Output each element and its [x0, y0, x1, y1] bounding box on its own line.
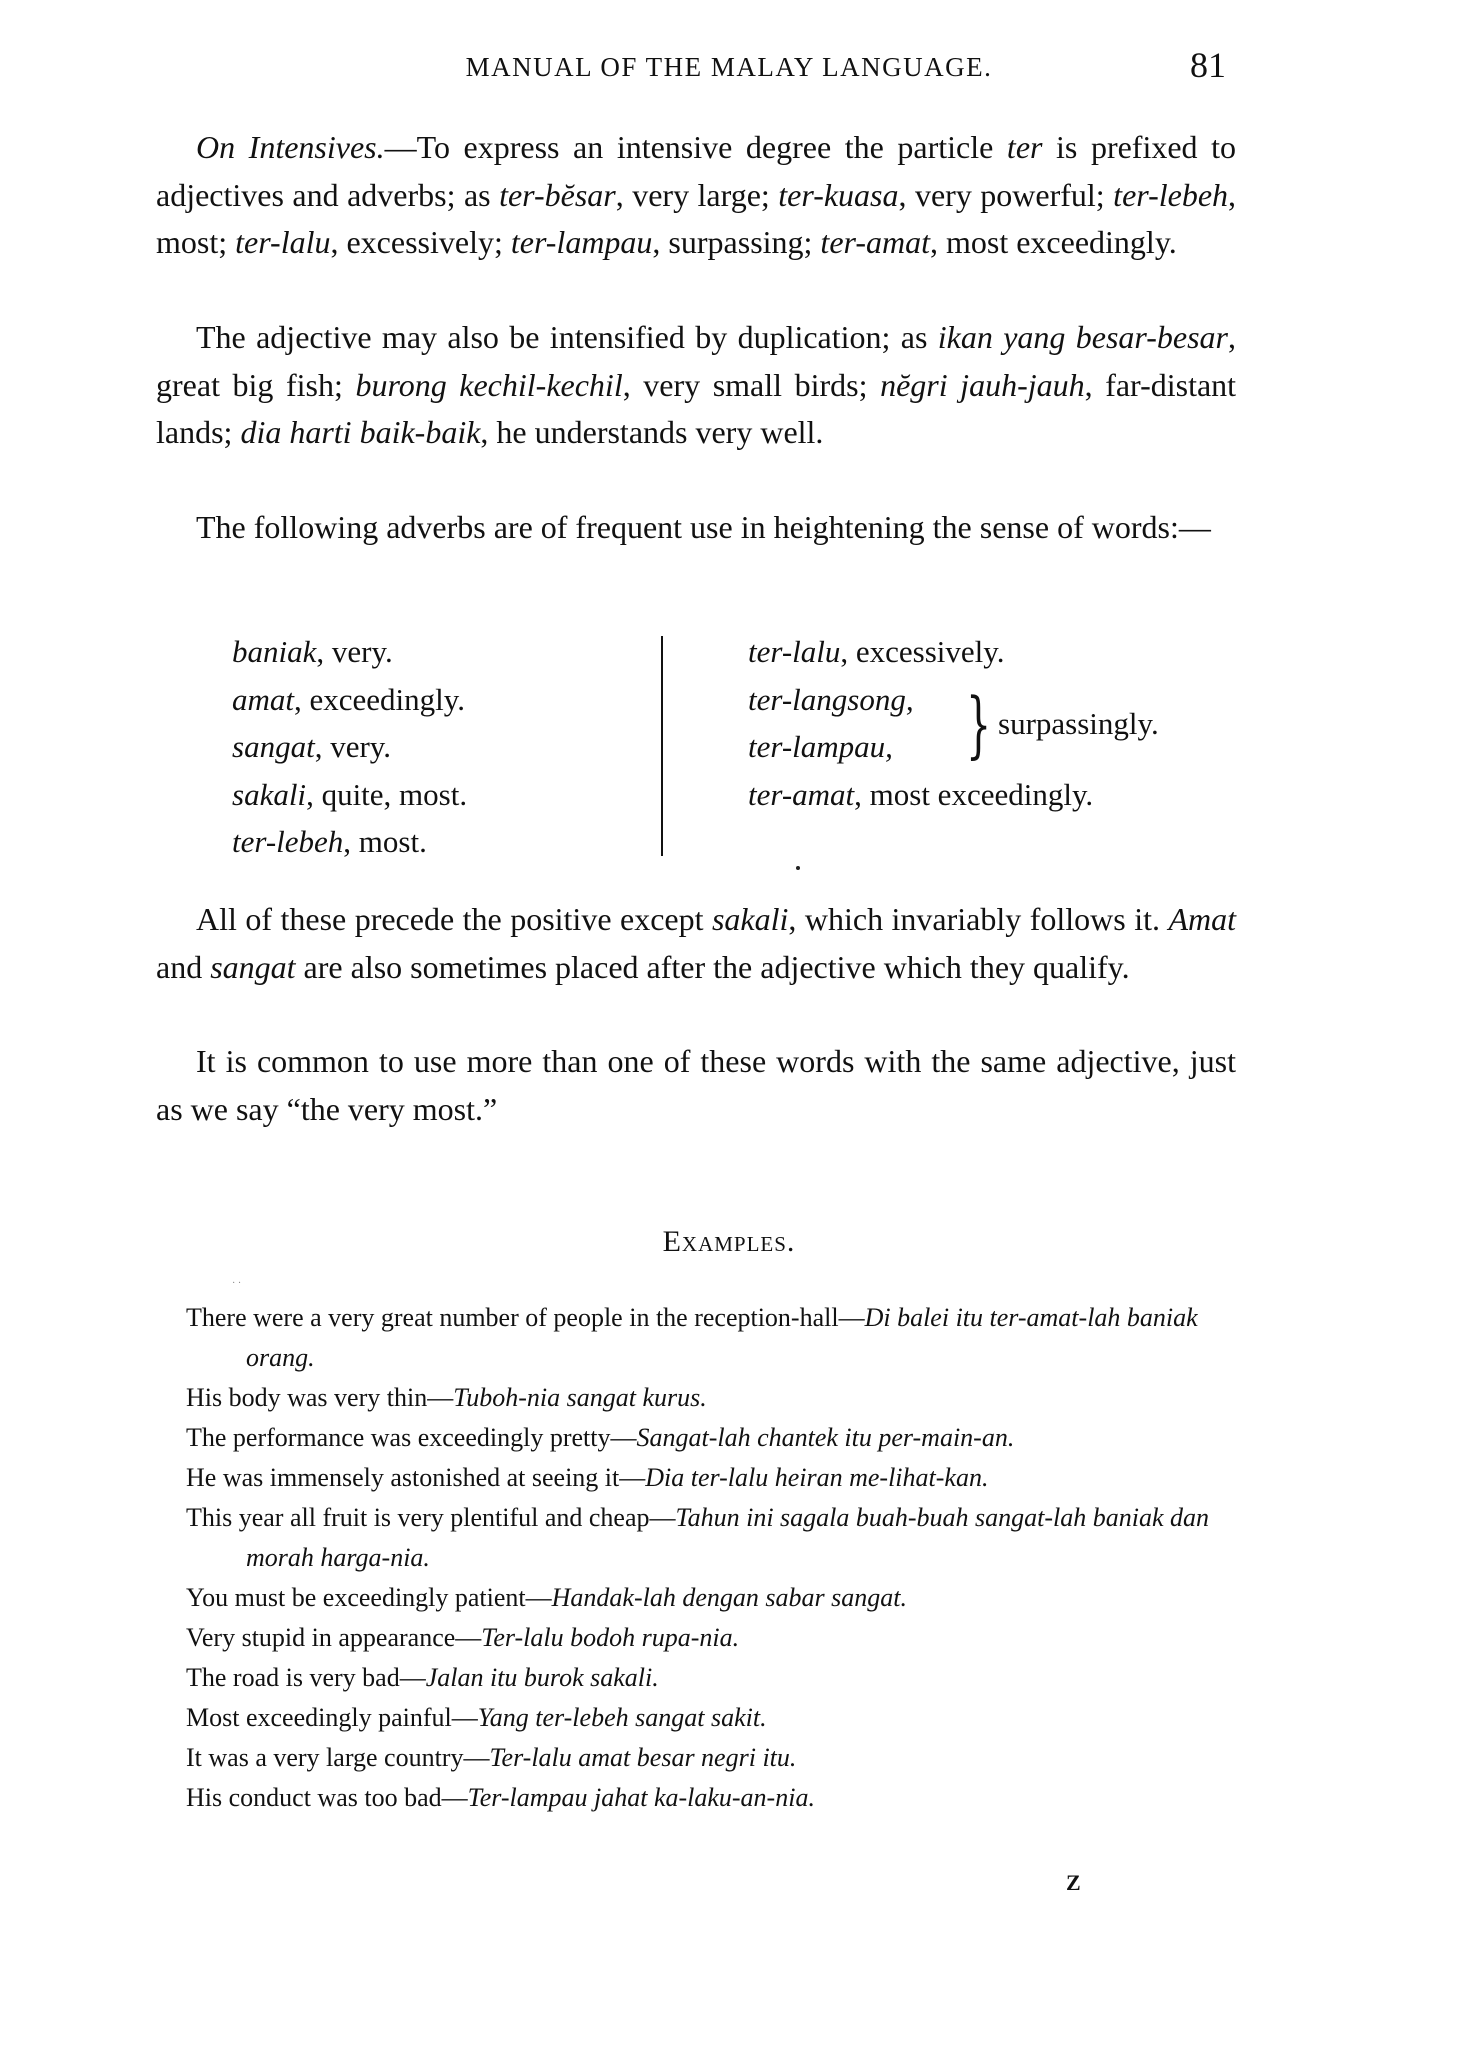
text-run: , most;: [156, 176, 1237, 260]
text-run: , he understands very well.: [480, 414, 824, 450]
adverb-entry: sakali, quite, most.: [232, 776, 468, 812]
adverb-entry: ter-lalu, excessively.: [748, 634, 1005, 669]
page-number: 81: [1190, 45, 1226, 85]
example-item: [186, 1738, 1246, 1778]
example-english: There were a very great number of people in the reception-hall—: [186, 1303, 865, 1332]
running-header-title: MANUAL OF THE MALAY LANGUAGE.: [465, 52, 993, 82]
example-english: He was immensely astonished at seeing it—: [186, 1463, 646, 1492]
example-item: [186, 1618, 1246, 1658]
example-english: It was a very large country—: [186, 1743, 490, 1772]
adverb-entry: sangat, very.: [232, 729, 392, 764]
text-run: are also sometimes placed after the adjective which they qualify.: [295, 948, 1130, 985]
text-run: , most exceedingly.: [929, 224, 1177, 260]
italic-term: ter: [1006, 129, 1043, 165]
italic-term: ter-kuasa: [778, 176, 899, 213]
text-run: , very large;: [615, 176, 779, 213]
paragraph-duplication: [156, 314, 1236, 457]
example-english: This year all fruit is very plentiful and cheap—: [186, 1503, 676, 1532]
text-run: , surpassing;: [652, 224, 821, 260]
text-run: and: [156, 948, 211, 985]
example-item: [186, 1658, 1246, 1698]
italic-term: sakali: [711, 901, 789, 937]
adverb-gloss: surpassingly.: [998, 705, 1159, 741]
example-malay: Yang ter-lebeh sangat sakit.: [477, 1703, 767, 1732]
example-malay: Handak-lah dengan sabar sangat.: [551, 1583, 907, 1612]
adverb-list-right: [748, 628, 1268, 818]
italic-term: ter-bĕsar: [499, 176, 616, 213]
text-run: , very small birds;: [622, 366, 881, 403]
paragraph-common-use: [156, 1038, 1236, 1133]
section-title-examples: Examples.: [662, 1225, 796, 1258]
paragraph-intensives: [156, 124, 1236, 267]
paragraph-placement: [156, 896, 1236, 991]
example-item: [186, 1498, 1246, 1578]
text-run: , far-distant lands;: [156, 366, 1237, 450]
example-english: Very stupid in appearance—: [186, 1623, 482, 1652]
example-item: [186, 1418, 1246, 1458]
italic-term: burong kechil-kechil: [355, 366, 623, 403]
example-english: The road is very bad—: [186, 1663, 426, 1692]
example-malay: Sangat-lah chantek itu per-main-an.: [636, 1423, 1015, 1452]
adverb-entry: amat, exceedingly.: [232, 681, 465, 717]
example-malay: Jalan itu burok sakali.: [425, 1663, 659, 1692]
text-run: It is common to use more than one of these words with the same adjective, just as we say “the very most.”: [156, 1043, 1236, 1127]
example-item: [186, 1298, 1246, 1378]
example-english: His body was very thin—: [186, 1383, 454, 1412]
adverb-entry: ter-lebeh, most.: [232, 824, 427, 859]
italic-term: ter-lebeh: [1113, 176, 1229, 213]
example-item: [186, 1458, 1246, 1498]
example-english: You must be exceedingly patient—: [186, 1583, 552, 1612]
italic-term: Amat: [1168, 901, 1237, 937]
adverb-term: ter-lampau,: [748, 729, 893, 764]
paragraph-following-adverbs: [156, 504, 1236, 552]
text-run: , excessively;: [330, 224, 511, 260]
italic-term: sangat: [210, 948, 296, 985]
example-malay: Tahun ini sagala buah-buah sangat-lah baniak dan morah harga-nia.: [246, 1503, 1210, 1572]
example-item: [186, 1698, 1246, 1738]
italic-term: dia harti baik-baik: [240, 414, 481, 450]
adverb-term: ter-langsong,: [748, 681, 914, 717]
text-run: , great big fish;: [156, 319, 1237, 403]
signature-mark: Z: [1066, 1870, 1081, 1895]
text-run: is prefixed to adjectives and adverbs; as: [156, 129, 1237, 213]
rich-text: [156, 1043, 1236, 1127]
examples-list: [186, 1298, 1246, 1818]
italic-term: nĕgri jauh-jauh: [880, 366, 1085, 403]
print-speck: · ·: [232, 1278, 242, 1289]
example-english: Most exceedingly painful—: [186, 1703, 478, 1732]
example-malay: Ter-lalu bodoh rupa-nia.: [481, 1623, 740, 1652]
paragraph-heading: On Intensives.: [196, 129, 385, 165]
text-run: The following adverbs are of frequent use in heightening the sense of words:—: [196, 509, 1211, 545]
example-malay: Ter-lampau jahat ka-laku-an-nia.: [467, 1783, 815, 1812]
example-item: [186, 1778, 1246, 1818]
text-run: , very powerful;: [898, 176, 1114, 213]
italic-term: ter-lalu: [235, 224, 331, 260]
adverb-entry: ter-amat, most exceedingly.: [748, 776, 1094, 812]
example-malay: Di balei itu ter-amat-lah baniak orang.: [246, 1303, 1198, 1372]
rich-text: [156, 901, 1236, 985]
print-speck: [796, 866, 800, 870]
example-malay: Dia ter-lalu heiran me-lihat-kan.: [645, 1463, 989, 1492]
italic-term: ter-amat: [820, 224, 930, 260]
adverb-entry: baniak, very.: [232, 634, 393, 669]
example-english: The performance was exceedingly pretty—: [186, 1423, 637, 1452]
italic-term: ter-lampau: [510, 224, 653, 260]
text-run: —To express an intensive degree the particle: [384, 129, 1007, 165]
text-run: , which invariably follows it.: [788, 901, 1169, 937]
text-run: The adjective may also be intensified by duplication; as: [196, 319, 938, 355]
text-run: All of these precede the positive except: [196, 901, 712, 937]
example-item: [186, 1578, 1246, 1618]
example-english: His conduct was too bad—: [186, 1783, 468, 1812]
example-malay: Ter-lalu amat besar negri itu.: [489, 1743, 797, 1772]
italic-term: ikan yang besar-besar: [937, 319, 1229, 355]
adverb-list-left: [232, 628, 652, 866]
example-malay: Tuboh-nia sangat kurus.: [453, 1383, 707, 1412]
rich-text: [196, 509, 1211, 545]
right-brace-icon: }: [966, 681, 992, 766]
column-divider: [661, 636, 663, 856]
example-item: [186, 1378, 1246, 1418]
adverb-group-bracketed: [748, 676, 1268, 771]
rich-text: [156, 319, 1236, 450]
